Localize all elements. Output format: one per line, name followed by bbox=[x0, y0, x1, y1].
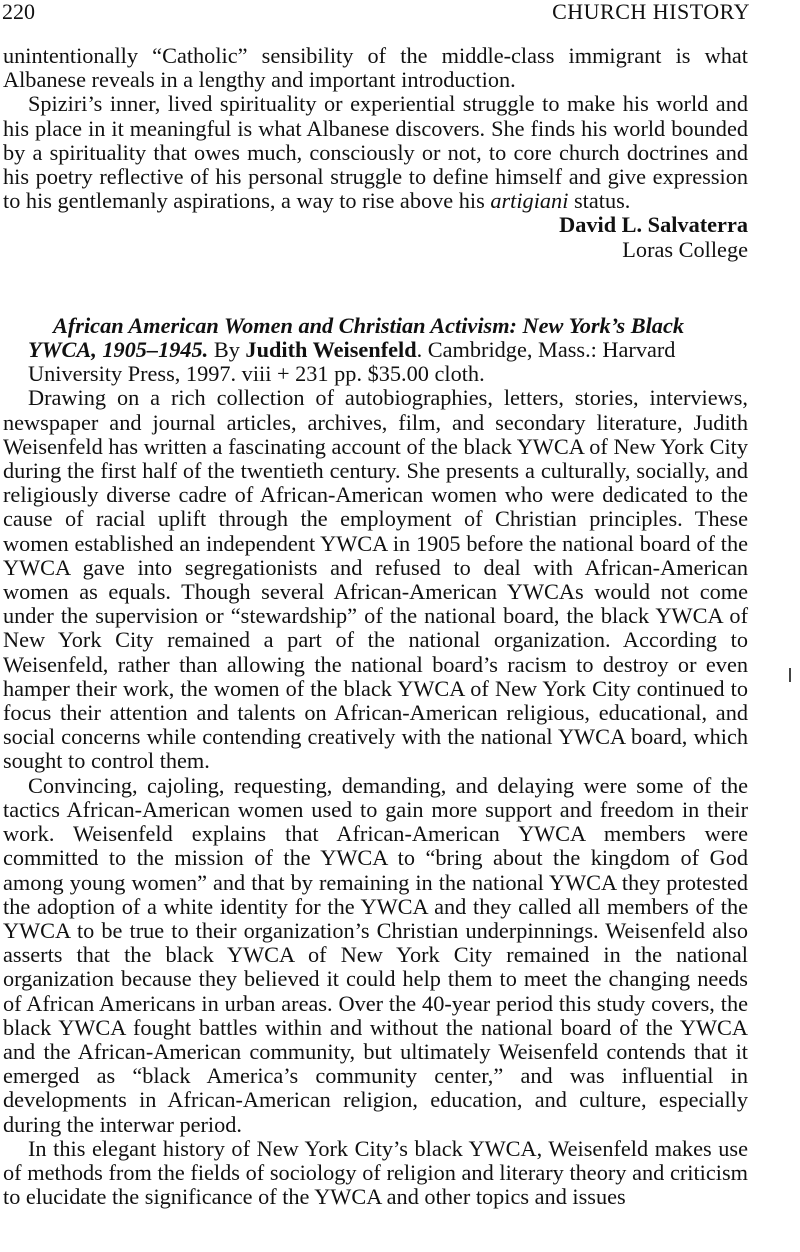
reviewer-affiliation: Loras College bbox=[622, 236, 748, 262]
review-paragraph-1: Drawing on a rich collection of autobiographies, letters, stories, interviews, newspaper and journal articles, archives, film, and secondary literature, Judith Weisenfeld has written a fascinating account of the black YWCA of New York City during the first half of the twentieth century. She presents a culturally, socially, and religiously diverse cadre of African-American women who were dedicated to the cause of racial uplift through the employment of Christian principles. These women established an independent YWCA in 1905 before the national board of the YWCA gave into segregationists and refused to deal with African-American women as equals. Though several African-American YWCAs would not come under the supervision or “stewardship” of the national board, the black YWCA of New York City remained a part of the national organization. According to Weisenfeld, rather than allowing the national board’s racism to destroy or even hamper their work, the women of the black YWCA of New York City continued to focus their attention and talents on African-American religious, educational, and social concerns while contending creatively with the national YWCA board, which sought to control them. bbox=[3, 385, 748, 774]
previous-review-final-paragraph bbox=[3, 92, 748, 213]
italic-term: artigiani bbox=[490, 188, 569, 214]
book-title: African American Women and Christian Activism: New York’s Black YWCA, 1905–1945. bbox=[28, 312, 684, 363]
review-paragraph-2: Convincing, cajoling, requesting, demanding, and delaying were some of the tactics African-American women used to gain more support and freedom in their work. Weisenfeld explains that African-American YWCA members were committed to the mission of the YWCA to “bring about the kingdom of God among young women” and that by remaining in the national YWCA they protested the adoption of a white identity for the YWCA and they called all members of the YWCA to be true to their organization’s Christian underpinnings. Weisenfeld also asserts that the black YWCA of New York City remained in the national organization because they believed it could help them to meet the changing needs of African Americans in urban areas. Over the 40-year period this study covers, the black YWCA fought battles within and without the national board of the YWCA and the African-American community, but ultimately Weisenfeld contends that it emerged as “black America’s community center,” and was influential in developments in African-American religion, education, and culture, especially during the interwar period. bbox=[3, 772, 748, 1137]
page-number: 220 bbox=[2, 0, 35, 24]
paragraph-text-end: status. bbox=[568, 188, 631, 214]
section-spacer bbox=[3, 262, 748, 314]
page-content bbox=[3, 44, 748, 1209]
previous-review-closing-paragraph: unintentionally “Catholic” sensibility of the middle-class immigrant is what Albanese reveals in a lengthy and important introduction. bbox=[3, 43, 748, 93]
book-citation bbox=[3, 314, 748, 387]
by-label: By bbox=[208, 337, 246, 363]
review-paragraph-3: In this elegant history of New York City’s black YWCA, Weisenfeld makes use of methods from the fields of sociology of religion and literary theory and criticism to elucidate the significance of the YWCA and other topics and issues bbox=[3, 1135, 748, 1210]
journal-title: CHURCH HISTORY bbox=[552, 0, 750, 24]
book-author: Judith Weisenfeld bbox=[245, 337, 417, 363]
margin-mark bbox=[789, 668, 791, 682]
running-head bbox=[0, 0, 800, 28]
paragraph-text: Spiziri’s inner, lived spirituality or experiential struggle to make his world and his place in it meaningful is what Albanese discovers. She finds his world bounded by a spirituality that owes much, consciously or not, to core church doctrines and his poetry reflective of his personal struggle to define himself and give expression to his gentlemanly aspirations, a way to rise above his bbox=[3, 91, 748, 214]
publication-details: . Cambridge, Mass.: Harvard University Press, 1997. viii + 231 pp. $35.00 cloth. bbox=[28, 337, 676, 387]
reviewer-name: David L. Salvaterra bbox=[559, 212, 748, 238]
